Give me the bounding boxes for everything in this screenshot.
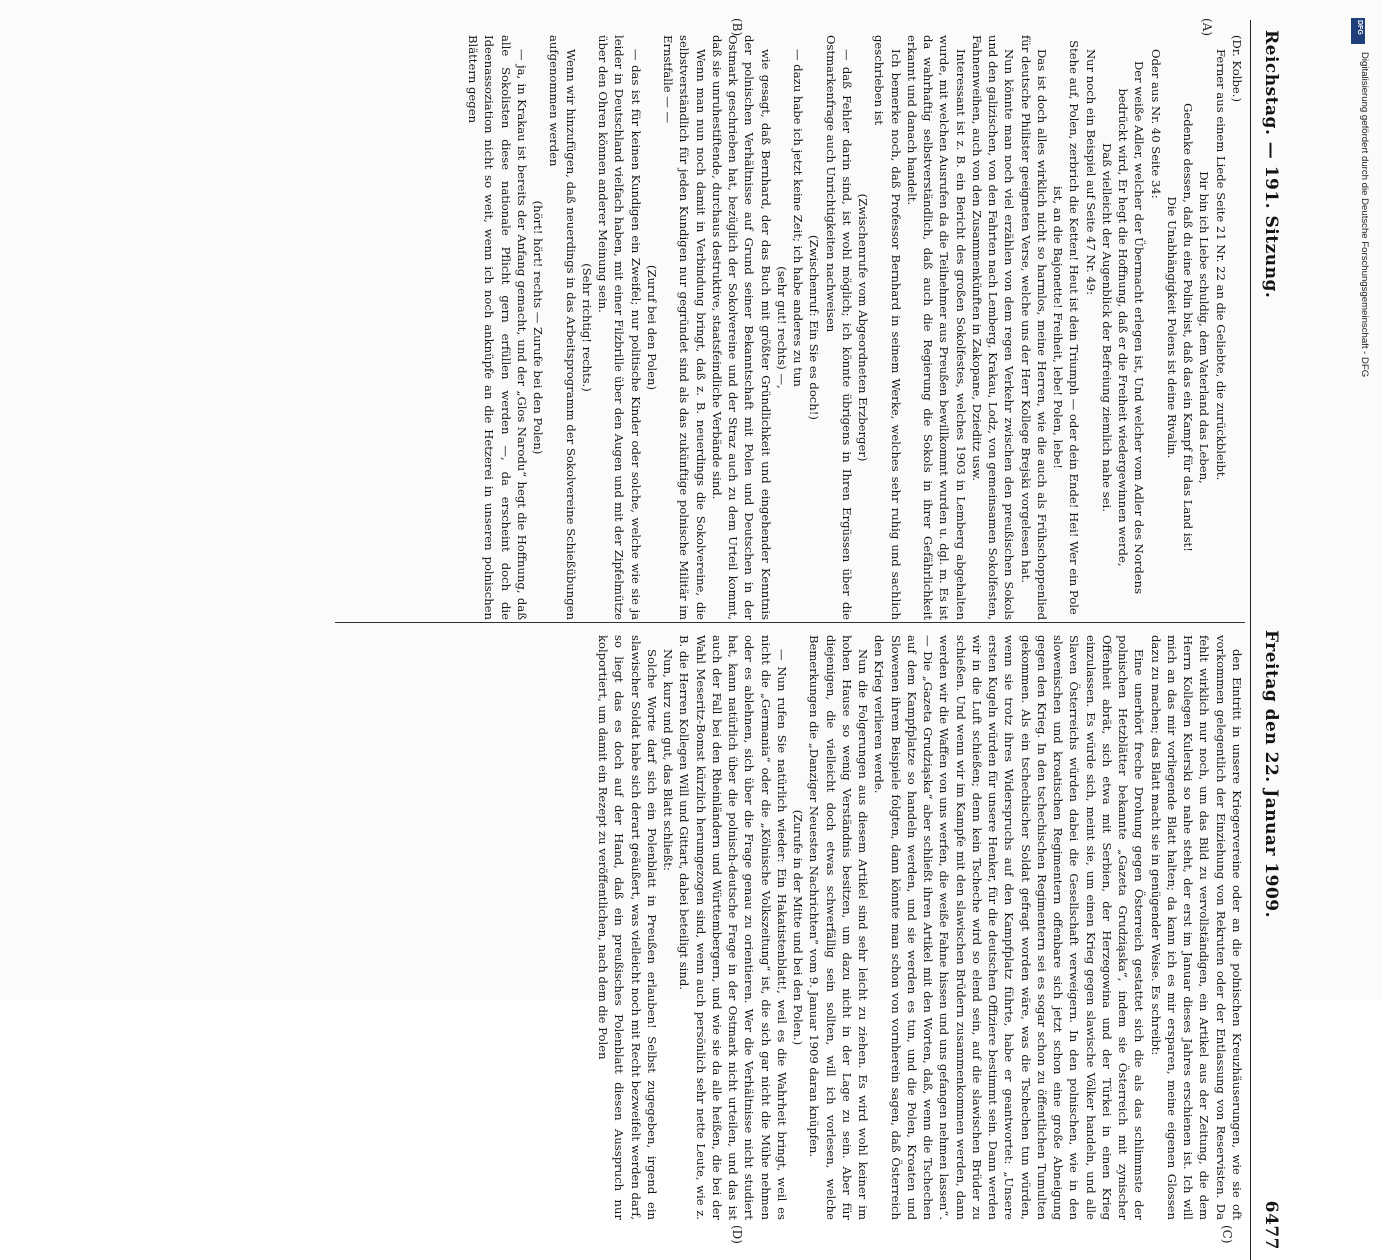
header-date: Freitag den 22. Januar 1909.: [1261, 630, 1281, 919]
paragraph: (hört! hört! rechts — Zurufe bei den Polen): [531, 200, 546, 455]
paragraph: Ferner aus einem Liede Seite 21 Nr. 22 an die Geliebte, die zurückbleibt.: [1213, 49, 1228, 481]
right-text-column: [325, 635, 1245, 1220]
paragraph: — dazu habe ich jetzt keine Zeit; ich habe anderes zu tun: [791, 49, 806, 387]
rotated-document-page: [45, 18, 1285, 1250]
paragraph: Stehe auf, Polen, zerbrich die Ketten! Heut ist dein Triumph — oder dein Ende! Hei! Wer ein Pole ist, an die Bajonette! Freiheit, lebe! Polen, lebe!: [1051, 40, 1082, 615]
margin-marker-c: (C): [1220, 1225, 1234, 1244]
paragraph: Nun, kurz und gut, das Blatt schließt:: [661, 649, 676, 871]
paragraph: — daß Fehler darin sind, ist wohl möglich; ich könnte übrigens in Ihren Ergüssen über die Ostmarkenfrage auch Unrichtigkeiten nachweisen: [823, 35, 854, 620]
paragraph: wie gesagt, daß Bernhard, der das Buch mit größter Gründlichkeit und eingehender Kenntnis der polnischen Verhältnisse auf Grund seiner Bekanntschaft mit Polen und Deutschen in der Ostmark geschrieben hat, bezüglich der Sokolvereine und der Straz auch zu dem Urteil kommt, daß sie unruhestiftende, durchaus destruktive, staatsfeindliche Verbände sind.: [710, 35, 773, 620]
margin-marker-b: (B): [730, 18, 744, 37]
paragraph: (Sehr richtig! rechts.): [580, 263, 594, 392]
paragraph: Eine unerhört freche Drohung gegen Österreich gestattet sich die als das schlimmste der polnischen Hetzblätter bekannte „Gazeta Grudziąska“, indem sie Österreich mit zynischer Offenheit abrät, sich etwa mit Serbien, der Herzegowina und der Türkei in einen Krieg einzulassen. Es würde sich, meint sie, um einen Krieg gegen slawische Völker handeln, und alle Slaven Österreichs würden dabei die Gesellschaft verweigern. In den polnischen, wie in den slowenischen und kroatischen Regimentern offenbare sich jetzt schon eine große Abneigung gegen den Krieg. In den tschechischen Regimentern sei es sogar schon zu öffentlichen Tumulten gekommen. Als ein tschechischer Soldat gefragt worden wäre, was die Tschechen tun würden, wenn sie trotz ihres Widerspruchs auf den Kampfplatz führte, habe er geantwortet: „Unsere ersten Kugeln würden für unsere Henker, für die deutschen Offiziere bestimmt sein. Dann werden wir in die Luft schießen; denn kein Tscheche wird so elend sein, auf die slawischen Brüder zu schießen. Und wenn wir im Kampfe mit den slawischen Brüdern zusammenkommen werden, dann werden wir die Waffen von uns werfen, die weiße Fahne hissen und uns gefangen nehmen lassen“. — Die „Gazeta Grudziąska“ aber schließt ihren Artikel mit den Worten, daß, wenn die Tschechen auf dem Kampfplatze so handeln werden, und sie werden es tun, und die Polen, Kroaten und Slowenen ihrem Beispiele folgten, dann könnte man schon von vornherein sagen, daß Österreich den Krieg verlieren werde.: [872, 635, 1147, 1220]
paragraph: (Zuruf bei den Polen): [645, 264, 659, 390]
margin-marker-d: (D): [730, 1225, 744, 1244]
dfg-logo: [1351, 18, 1365, 44]
paragraph: (Zurufe in der Mitte und bei den Polen.): [791, 809, 806, 1046]
paragraph: (Zwischenrufe vom Abgeordneten Erzberger): [856, 193, 871, 462]
paragraph: (Zwischenruf: Ein Sie es doch!): [807, 235, 822, 420]
paragraph: — Nun rufen Sie natürlich wieder: Ein Hakatistenblatt!, weil es die Wahrheit bringt, weil es nicht die „Germania“ oder die „Kölnische Volkszeitung“ ist, die sich gar nicht die Mühe nehmen oder es ablehnen, sich über die Frage genau zu orientieren. Wer die Verhältnisse nicht studiert hat, kann natürlich über die polnisch-deutsche Frage in der Ostmark nicht urteilen, und das ist auch der Fall bei den Rheinländern und Württembergern, und wie sie da alle heißen, die bei der Wahl Meseritz-Bomst kürzlich herumgezogen sind, wenn auch persönlich sehr nette Leute, wie z. B. die Herren Kollegen Will und Gittart, dabei beteiligt sind.: [677, 635, 789, 1220]
paragraph: den Eintritt in unsere Kriegervereine oder an die polnischen Kreuzhäuserungen, wie sie oft vorkommen gelegentlich der Einziehung von Rekruten oder der Entlassung von Reservisten. Da fehlt wirklich nur noch, um das Bild zu vervollständigen, ein Artikel aus der Zeitung, die dem Herrn Kollegen Kulerski so nahe steht, der erst im Januar dieses Jahres erschienen ist. Ich will mich an das mir vorliegende Blatt halten; da kann ich es mir ersparen, meine eigenen Glossen dazu zu machen; das Blatt macht sie in genügender Weise. Es schreibt:: [1148, 635, 1244, 1220]
paragraph: Die Unabhängigkeit Polens ist deine Rivalin.: [1165, 196, 1179, 459]
paragraph: Wenn man nun noch damit in Verbindung bringt, daß z. B. neuerdings die Sokolvereine, die selbstverständlich für jeden Kundigen nur gegründet sind als das zukünftige polnische Militär im Ernstfalle — —: [661, 35, 708, 620]
paragraph: Interessant ist z. B. ein Bericht des großen Sokolfestes, welches 1903 in Lemberg abgehalten wurde, mit welchen Ausrufen da die Teilnehmer aus Preußen bewillkommt wurden u. dgl. m. Es ist da wahrhaftig selbstverständlich, daß auch die Regierung die Sokols in ihrer Gefährlichkeit erkannt und danach handelt.: [905, 35, 968, 620]
paragraph: Daß vielleicht der Augenblick der Befreiung ziemlich nahe sei.: [1100, 143, 1114, 512]
paragraph: Ich bemerke noch, daß Professor Bernhard in seinem Werke, welches sehr ruhig und sachlich geschrieben ist: [872, 35, 903, 620]
speaker-label: (Dr. Kolbe.): [1230, 35, 1244, 102]
paragraph: Nur noch ein Beispiel auf Seite 47 Nr. 49:: [1083, 49, 1098, 296]
paragraph: Der weiße Adler, welcher der Übermacht erlegen ist, Und welcher vom Adler des Nordens bedrückt wird, Er hegt die Hoffnung, daß er die Freiheit wiedergewinnen werde,: [1116, 60, 1147, 595]
paragraph: Gedenke dessen, daß du eine Polin bist, daß das ein Kampf für das Land ist!: [1181, 103, 1196, 552]
page-header: [1250, 20, 1285, 1260]
paragraph: Das ist doch alles wirklich nicht so harmlos, meine Herren, wie die auch als Frühschoppenlied für deutsche Philister geeigneten Verse, welche uns der Herr Kollege Brejski vorgelesen hat.: [1018, 35, 1049, 620]
dfg-logo-text: DFG: [1356, 20, 1363, 35]
paragraph: (sehr gut! rechts) —,: [775, 266, 789, 389]
paragraph: Nun könnte man noch viel erzählen von dem regen Verkehr zwischen den preußischen Sokols und den galizischen, von den Fahrten nach Lemberg, Krakau, Lodz, von gemeinsamen Sokolfesten, Fahnenweihen, auch von den Zusammenkünften in Zakopane, Dzieditz usw.: [970, 35, 1017, 620]
column-divider: [335, 622, 1245, 623]
header-session: Reichstag. — 191. Sitzung.: [1261, 30, 1281, 299]
credit-text: Digitalisierung gefördert durch die Deutsche Forschungsgemeinschaft - DFG: [1359, 52, 1370, 378]
header-page-number: 6477: [1261, 1200, 1281, 1250]
digitization-credit: [1348, 8, 1372, 998]
paragraph: Nun die Folgerungen aus diesem Artikel sind sehr leicht zu ziehen. Es wird wohl keiner im hohen Hause so wenig Verständnis besitzen, um dazu nicht in der Lage zu sein. Aber für diejenigen, die vielleicht doch etwas schwerfällig sein sollten, will ich vorlesen, welche Bemerkungen die „Danziger Neuesten Nachrichten“ vom 9. Januar 1909 daran knüpfen.: [807, 635, 871, 1220]
paragraph: Wenn wir hinzufügen, daß neuerdings in das Arbeitsprogramm der Sokolvereine Schießübungen aufgenommen werden: [547, 35, 578, 620]
paragraph: Solche Worte darf sich ein Polenblatt in Preußen erlauben! Selbst zugegeben, irgend ein slawischer Soldat habe sich derart geäußert, was vielleicht noch mit Recht bezweifelt werden darf, so liegt das es doch auf der Hand, daß ein preußisches Polenblatt diesen Ausspruch nur kolportiert, um damit ein Rezept zu veröffentlichen, nach dem die Polen: [596, 635, 659, 1220]
margin-marker-a: (A): [1200, 18, 1214, 37]
left-text-column: [325, 35, 1245, 620]
paragraph: — ja, in Krakau ist bereits der Anfang gemacht, und der „Glos Narodu“ hegt die Hoffnung, daß alle Sokolisten diese nationale Pflicht gern erfüllen werden —, da erscheint doch die Ideenassoziation nicht so weit, wenn ich noch anknüpfe an die Hetzerei in unseren polnischen Blättern gegen: [466, 35, 529, 620]
paragraph: — das ist für keinen Kundigen ein Zweifel; nur politische Kinder oder solche, welche wie sie ja leider in Deutschland vielfach haben, mit einer Filzbrille über den Augen und mit der Zipfelmütze über den Ohren können anderer Meinung sein.: [596, 35, 643, 620]
paragraph: Oder aus Nr. 40 Seite 34:: [1148, 49, 1163, 199]
paragraph: Dir bin ich Liebe schuldig, dem Vaterland das Leben,: [1197, 171, 1212, 484]
